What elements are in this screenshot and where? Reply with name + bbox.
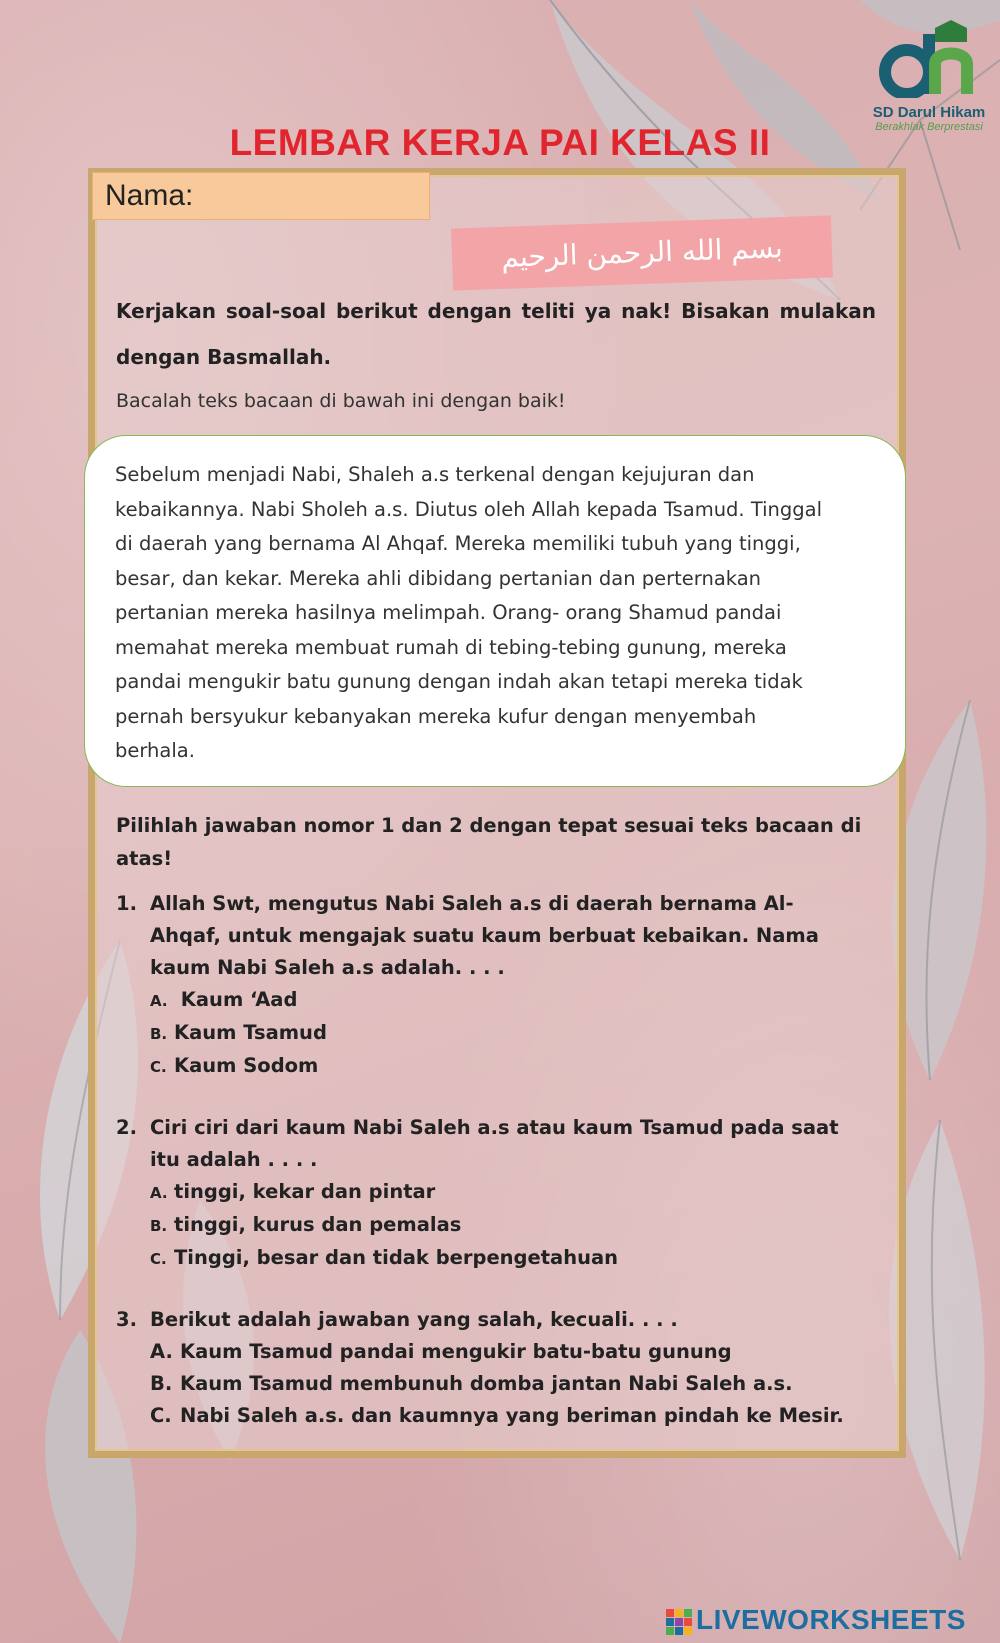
reading-passage: [84, 435, 906, 787]
question-3: [116, 1304, 876, 1432]
option-letter: B.: [150, 1217, 168, 1235]
option-text: tinggi, kekar dan pintar: [174, 1180, 436, 1203]
reading-line: besar, dan kekar. Mereka ahli dibidang pertanian dan perternakan: [115, 566, 762, 590]
answer-option-b[interactable]: [150, 1209, 876, 1242]
question-number: 2.: [116, 1116, 137, 1139]
reading-line: memahat mereka membuat rumah di tebing-tebing gunung, mereka: [115, 635, 787, 659]
option-letter: C.: [150, 1404, 172, 1427]
reading-line: Sebelum menjadi Nabi, Shaleh a.s terkenal dengan kejujuran dan: [115, 463, 755, 486]
answer-option-c[interactable]: [150, 1400, 876, 1432]
question-1: [116, 888, 876, 1083]
reading-line: pertanian mereka hasilnya melimpah. Orang- orang Shamud pandai: [115, 601, 782, 624]
worksheet-title: LEMBAR KERJA PAI KELAS II: [229, 122, 771, 163]
option-letter: A.: [150, 1184, 168, 1202]
option-text: Kaum Tsamud membunuh domba jantan Nabi Saleh a.s.: [180, 1372, 793, 1395]
question-text-line: Ciri ciri dari kaum Nabi Saleh a.s atau kaum Tsamud pada saat: [150, 1116, 839, 1139]
option-text: Tinggi, besar dan tidak berpengetahuan: [174, 1246, 619, 1269]
option-text: Kaum ‘Aad: [174, 988, 298, 1011]
question-text-line: Berikut adalah jawaban yang salah, kecuali. . . .: [150, 1308, 678, 1331]
answer-option-a[interactable]: [150, 1336, 876, 1368]
question-text-line: kaum Nabi Saleh a.s adalah. . . .: [150, 956, 505, 979]
reading-line: kebaikannya. Nabi Sholeh a.s. Diutus oleh Allah kepada Tsamud. Tinggal: [115, 497, 823, 521]
answer-option-a[interactable]: [150, 984, 876, 1017]
option-letter: A.: [150, 992, 168, 1010]
liveworksheets-watermark: [666, 1604, 966, 1636]
reading-line: pernah bersyukur kebanyakan mereka kufur dengan menyembah: [115, 704, 757, 728]
answer-option-c[interactable]: [150, 1242, 876, 1275]
question-text-line: Allah Swt, mengutus Nabi Saleh a.s di daerah bernama Al-: [150, 892, 794, 915]
answer-option-a[interactable]: [150, 1176, 876, 1209]
option-text: Kaum Tsamud: [174, 1021, 327, 1044]
question-number: 1.: [116, 892, 137, 915]
question-2: [116, 1112, 876, 1275]
option-text: Kaum Sodom: [174, 1054, 319, 1077]
read-instruction: Bacalah teks bacaan di bawah ini dengan baik!: [116, 390, 566, 412]
liveworksheets-logo-icon: [666, 1609, 692, 1635]
option-letter: A.: [150, 1340, 173, 1363]
reading-line: di daerah yang bernama Al Ahqaf. Mereka memiliki tubuh yang tinggi,: [115, 532, 801, 555]
school-name: SD Darul Hikam: [872, 104, 986, 121]
name-field[interactable]: [92, 172, 430, 220]
school-motto: Berakhlak Berprestasi: [875, 121, 983, 133]
answer-option-b[interactable]: [150, 1017, 876, 1050]
option-text: Nabi Saleh a.s. dan kaumnya yang beriman pindah ke Mesir.: [180, 1404, 844, 1427]
option-text: Kaum Tsamud pandai mengukir batu-batu gunung: [180, 1340, 732, 1363]
option-letter: C.: [150, 1250, 167, 1268]
option-text: tinggi, kurus dan pemalas: [174, 1213, 462, 1236]
questions-intro: Pilihlah jawaban nomor 1 dan 2 dengan tepat sesuai teks bacaan di atas!: [116, 814, 862, 870]
option-letter: C.: [150, 1058, 167, 1076]
answer-option-c[interactable]: [150, 1050, 876, 1083]
watermark-text: LIVEWORKSHEETS: [696, 1604, 966, 1635]
answer-option-b[interactable]: [150, 1368, 876, 1400]
basmalah-banner: بسم الله الرحمن الرحيم: [451, 215, 833, 290]
main-instruction: Kerjakan soal-soal berikut dengan teliti ya nak! Bisakan mulakan dengan Basmallah.: [116, 299, 876, 369]
school-logo: [868, 20, 990, 133]
question-number: 3.: [116, 1308, 137, 1331]
option-letter: B.: [150, 1372, 173, 1395]
reading-line: pandai mengukir batu gunung dengan indah akan tetapi mereka tidak: [115, 670, 803, 693]
option-letter: B.: [150, 1025, 168, 1043]
school-logo-icon: [877, 20, 981, 98]
reading-line: berhala.: [115, 739, 195, 762]
name-label: Nama:: [105, 179, 194, 212]
question-text-line: Ahqaf, untuk mengajak suatu kaum berbuat kebaikan. Nama: [150, 924, 819, 947]
question-text-line: itu adalah . . . .: [150, 1148, 318, 1171]
